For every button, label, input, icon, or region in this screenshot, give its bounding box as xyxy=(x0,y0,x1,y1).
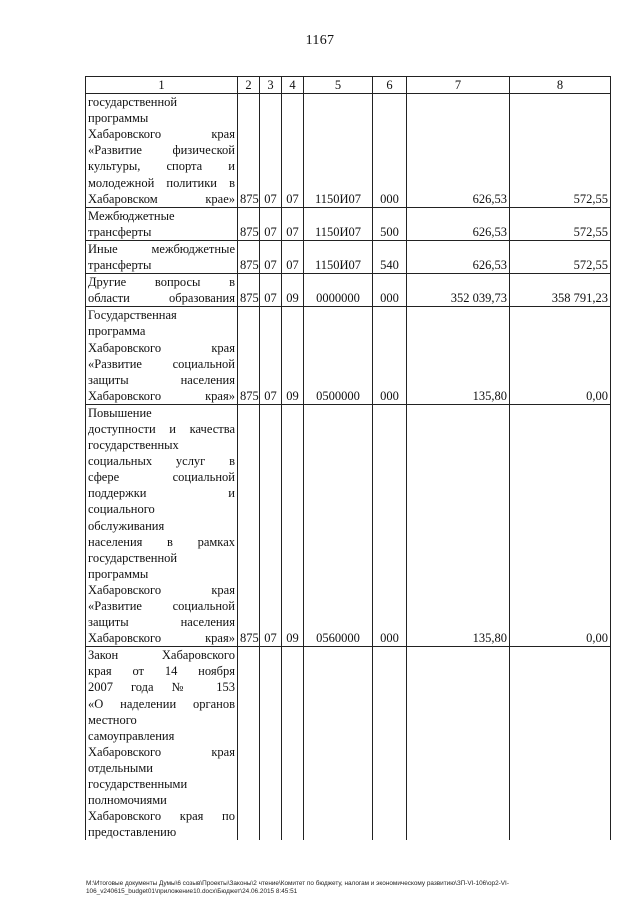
column-header: 7 xyxy=(407,77,510,94)
description-line: населения в рамках xyxy=(88,534,235,549)
description-line: «Развитие физической xyxy=(88,143,235,158)
description-line: Хабаровского края» xyxy=(88,388,235,403)
table-row xyxy=(86,404,611,646)
amount-2017-cell: 0,00 xyxy=(510,307,611,405)
description-line: программа xyxy=(88,324,146,339)
row-description xyxy=(86,94,238,208)
chapter-code-cell: 07 xyxy=(260,94,282,208)
description-line: поддержки и xyxy=(88,486,235,501)
description-line: Хабаровского края xyxy=(88,744,235,759)
description-line: Хабаровского края xyxy=(88,127,235,142)
column-header: 5 xyxy=(304,77,373,94)
chapter-code-cell: 07 xyxy=(260,207,282,240)
amount-2016-cell: 626,53 xyxy=(407,94,510,208)
amount-2016-cell: 135,80 xyxy=(407,307,510,405)
description-line: области образования xyxy=(88,291,235,306)
table-body xyxy=(86,94,611,841)
expense-type-code-cell: 500 xyxy=(373,207,407,240)
subchapter-code-cell: 09 xyxy=(282,307,304,405)
description-line: защиты населения xyxy=(88,372,235,387)
description-line: доступности и качества xyxy=(88,421,235,436)
column-header: 3 xyxy=(260,77,282,94)
target-article-code-cell: 1150И07 xyxy=(304,240,373,273)
section-code-cell: 875 xyxy=(238,240,260,273)
section-code-cell xyxy=(238,647,260,841)
description-line: молодежной политики в xyxy=(88,175,235,190)
row-description xyxy=(86,307,238,405)
section-code-cell: 875 xyxy=(238,94,260,208)
expense-type-code-cell: 000 xyxy=(373,94,407,208)
description-line: трансферты xyxy=(88,258,152,273)
description-line: трансферты xyxy=(88,224,152,239)
description-line: сфере социальной xyxy=(88,470,235,485)
table-row xyxy=(86,274,611,307)
chapter-code-cell: 07 xyxy=(260,307,282,405)
amount-2017-cell: 0,00 xyxy=(510,404,611,646)
chapter-code-cell: 07 xyxy=(260,240,282,273)
row-description xyxy=(86,647,238,841)
section-code-cell: 875 xyxy=(238,404,260,646)
budget-table xyxy=(85,76,611,840)
description-line: программы xyxy=(88,111,149,126)
target-article-code-cell: 0560000 xyxy=(304,404,373,646)
section-code-cell: 875 xyxy=(238,307,260,405)
description-line: «Развитие социальной xyxy=(88,356,235,371)
subchapter-code-cell: 09 xyxy=(282,404,304,646)
amount-2016-cell: 626,53 xyxy=(407,207,510,240)
description-line: Повышение xyxy=(88,405,152,420)
amount-2017-cell: 572,55 xyxy=(510,240,611,273)
column-header: 4 xyxy=(282,77,304,94)
description-line: предоставлению xyxy=(88,825,177,840)
column-header: 1 xyxy=(86,77,238,94)
section-code-cell: 875 xyxy=(238,207,260,240)
description-line: социальных услуг в xyxy=(88,454,235,469)
table-row xyxy=(86,94,611,208)
description-line: государственной xyxy=(88,550,178,565)
subchapter-code-cell: 09 xyxy=(282,274,304,307)
amount-2017-cell: 572,55 xyxy=(510,207,611,240)
subchapter-code-cell xyxy=(282,647,304,841)
row-description xyxy=(86,207,238,240)
row-description xyxy=(86,274,238,307)
amount-2017-cell: 358 791,23 xyxy=(510,274,611,307)
description-line: государственной xyxy=(88,95,178,110)
amount-2017-cell xyxy=(510,647,611,841)
subchapter-code-cell: 07 xyxy=(282,207,304,240)
amount-2016-cell xyxy=(407,647,510,841)
column-header: 6 xyxy=(373,77,407,94)
file-path-footer xyxy=(86,880,616,896)
description-line: Хабаровского края по xyxy=(88,809,235,824)
description-line: Хабаровском крае» xyxy=(88,191,235,206)
chapter-code-cell: 07 xyxy=(260,404,282,646)
row-description xyxy=(86,404,238,646)
table-row xyxy=(86,207,611,240)
table-row xyxy=(86,647,611,841)
description-line: Государственная xyxy=(88,308,177,323)
amount-2017-cell: 572,55 xyxy=(510,94,611,208)
description-line: Закон Хабаровского xyxy=(88,648,235,663)
column-header: 2 xyxy=(238,77,260,94)
table-row xyxy=(86,240,611,273)
description-line: культуры, спорта и xyxy=(88,159,235,174)
amount-2016-cell: 135,80 xyxy=(407,404,510,646)
amount-2016-cell: 626,53 xyxy=(407,240,510,273)
description-line: отдельными xyxy=(88,760,153,775)
chapter-code-cell xyxy=(260,647,282,841)
table-row xyxy=(86,307,611,405)
subchapter-code-cell: 07 xyxy=(282,240,304,273)
description-line: Хабаровского края xyxy=(88,340,235,355)
description-line: Хабаровского края xyxy=(88,582,235,597)
table-header-row xyxy=(86,77,611,94)
target-article-code-cell xyxy=(304,647,373,841)
description-line: государственных xyxy=(88,438,179,453)
column-header: 8 xyxy=(510,77,611,94)
description-line: программы xyxy=(88,566,149,581)
description-line: Межбюджетные xyxy=(88,208,175,223)
target-article-code-cell: 0500000 xyxy=(304,307,373,405)
expense-type-code-cell: 000 xyxy=(373,307,407,405)
description-line: 2007 года № 153 xyxy=(88,680,235,695)
target-article-code-cell: 1150И07 xyxy=(304,94,373,208)
row-description xyxy=(86,240,238,273)
description-line: Хабаровского края» xyxy=(88,631,235,646)
chapter-code-cell: 07 xyxy=(260,274,282,307)
description-line: социального xyxy=(88,502,155,517)
description-line: самоуправления xyxy=(88,728,175,743)
description-line: края от 14 ноября xyxy=(88,664,235,679)
target-article-code-cell: 1150И07 xyxy=(304,207,373,240)
description-line: Иные межбюджетные xyxy=(88,241,235,256)
description-line: «О наделении органов xyxy=(88,696,235,711)
footer-line: 106_v240615_budget01\приложение10.docx\Бюджет\24.06.2015 8:45:51 xyxy=(86,888,298,895)
description-line: обслуживания xyxy=(88,518,165,533)
subchapter-code-cell: 07 xyxy=(282,94,304,208)
description-line: Другие вопросы в xyxy=(88,275,235,290)
description-line: защиты населения xyxy=(88,615,235,630)
expense-type-code-cell: 000 xyxy=(373,404,407,646)
description-line: местного xyxy=(88,712,137,727)
expense-type-code-cell xyxy=(373,647,407,841)
description-line: «Развитие социальной xyxy=(88,599,235,613)
amount-2016-cell: 352 039,73 xyxy=(407,274,510,307)
target-article-code-cell: 0000000 xyxy=(304,274,373,307)
section-code-cell: 875 xyxy=(238,274,260,307)
description-line: государственными xyxy=(88,777,188,792)
footer-line: M:\Итоговые документы Думы\6 созыв\Проекты\Законы\2 чтение\Комитет по бюджету, налогам и экономическому развитию\ЗП-VI-106\ор2-VI- xyxy=(86,880,509,887)
expense-type-code-cell: 540 xyxy=(373,240,407,273)
description-line: полномочиями xyxy=(88,793,167,808)
page-number: 1167 xyxy=(305,33,335,48)
expense-type-code-cell: 000 xyxy=(373,274,407,307)
